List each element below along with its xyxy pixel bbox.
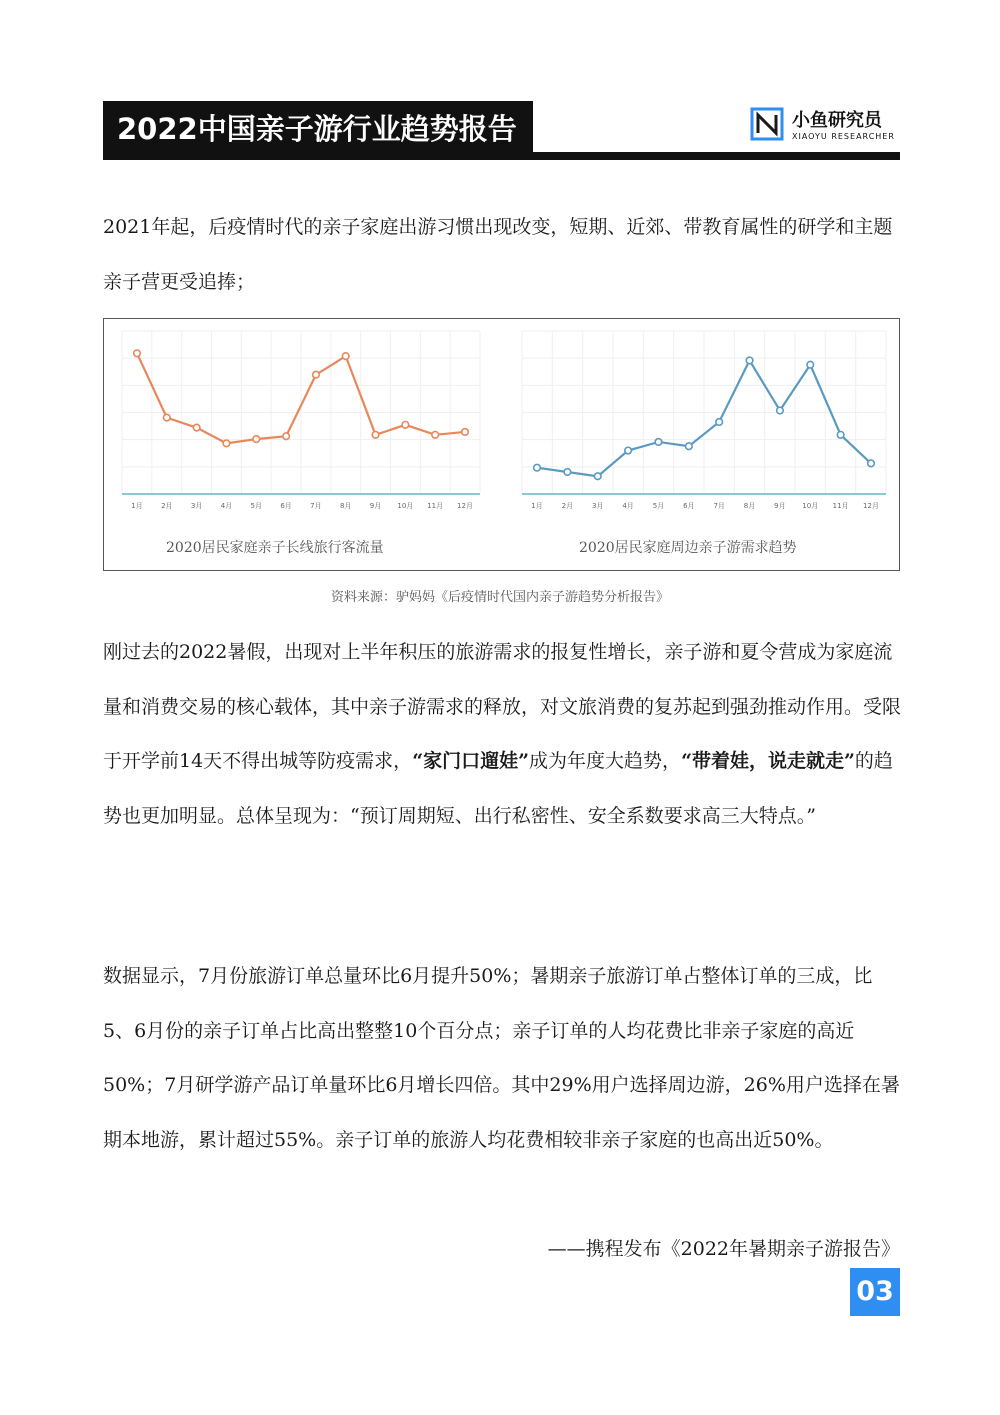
left-point-3	[193, 424, 200, 431]
left-tick-label: 9月	[369, 502, 382, 510]
highlight-go-with-kids: “带着娃，说走就走”	[681, 750, 855, 772]
right-tick-label: 10月	[802, 502, 819, 510]
page-number-badge: 03	[850, 1268, 900, 1316]
left-tick-label: 10月	[397, 502, 414, 510]
left-point-2	[164, 414, 171, 421]
left-tick-label: 4月	[220, 502, 233, 510]
left-tick-label: 6月	[280, 502, 292, 510]
left-tick-label: 2月	[161, 502, 173, 510]
left-point-10	[402, 422, 409, 429]
left-point-5	[253, 436, 260, 443]
left-point-6	[283, 433, 290, 440]
intro-paragraph: 2021年起，后疫情时代的亲子家庭出游习惯出现改变，短期、近郊、带教育属性的研学和主题亲子营更受追捧；	[103, 216, 893, 293]
right-point-7	[716, 419, 723, 426]
right-point-8	[746, 357, 753, 364]
right-point-9	[777, 407, 784, 414]
left-point-12	[462, 429, 469, 436]
right-tick-label: 6月	[683, 502, 695, 510]
right-tick-label: 11月	[832, 502, 849, 510]
left-tick-label: 1月	[131, 502, 143, 510]
right-point-12	[868, 460, 875, 467]
right-tick-label: 8月	[743, 502, 756, 510]
summer-text-1: 刚过去的2022暑假，出现对上半年积压的旅游需求的报复性增长，亲子游和夏令营成为家庭流量和消费交易的核心载体，其中亲子游需求的释放，对文旅消费的复苏起到强劲推动作用。受限于开学前14天不得出城等防疫需求，	[103, 641, 902, 772]
summer-text-2: 成为年度大趋势，	[529, 750, 682, 772]
right-point-2	[564, 469, 571, 476]
logo-mark-icon	[750, 107, 784, 141]
right-point-4	[625, 447, 632, 454]
source-note: 资料来源：驴妈妈《后疫情时代国内亲子游趋势分析报告》	[330, 590, 669, 605]
left-tick-label: 11月	[427, 502, 444, 510]
left-point-4	[223, 440, 230, 447]
right-tick-label: 4月	[622, 502, 634, 510]
right-point-11	[837, 432, 844, 439]
right-point-10	[807, 361, 814, 368]
right-tick-label: 5月	[652, 502, 665, 510]
brand-logo	[750, 105, 900, 147]
right-tick-label: 2月	[561, 502, 574, 510]
left-tick-label: 3月	[190, 502, 203, 510]
right-chart-title: 2020居民家庭周边亲子游需求趋势	[579, 540, 797, 556]
chart-panel	[103, 318, 900, 571]
citation: ——携程发布《2022年暑期亲子游报告》	[547, 1238, 900, 1260]
summer-paragraph	[103, 625, 903, 843]
right-point-1	[534, 464, 541, 471]
left-point-11	[432, 432, 439, 439]
left-tick-label: 5月	[250, 502, 263, 510]
left-point-9	[372, 432, 379, 439]
right-point-3	[594, 473, 601, 480]
highlight-doorstep: “家门口遛娃”	[412, 750, 530, 772]
left-tick-label: 12月	[457, 502, 473, 510]
left-point-1	[134, 350, 141, 357]
right-tick-label: 12月	[863, 502, 879, 510]
logo-name: 小鱼研究员	[792, 110, 882, 131]
summer-text-3: 的趋势也更加明显。总体呈现为：“预订周期短、出行私密性、安全系数要求高三大特点。”	[103, 750, 893, 827]
left-chart-title: 2020居民家庭亲子长线旅行客流量	[166, 540, 384, 556]
charts-canvas	[104, 319, 898, 569]
left-tick-label: 8月	[339, 502, 352, 510]
right-tick-label: 7月	[713, 502, 725, 510]
right-point-5	[655, 439, 662, 446]
data-paragraph: 数据显示，7月份旅游订单总量环比6月提升50%；暑期亲子旅游订单占整体订单的三成，比5、6月份的亲子订单占比高出整整10个百分点；亲子订单的人均花费比非亲子家庭的高近50%；7月研学游产品订单量环比6月增长四倍。其中29%用户选择周边游，26%用户选择在暑期本地游，累计超过55%。亲子订单的旅游人均花费相较非亲子家庭的也高出近50%。	[103, 965, 900, 1151]
left-point-8	[342, 353, 349, 360]
left-point-7	[313, 371, 320, 378]
report-title: 2022中国亲子游行业趋势报告	[103, 101, 533, 158]
right-tick-label: 9月	[774, 502, 786, 510]
logo-subtitle: XIAOYU RESEARCHER	[792, 132, 895, 141]
right-tick-label: 3月	[591, 502, 604, 510]
right-point-6	[686, 443, 693, 450]
header-rule	[103, 152, 900, 160]
left-tick-label: 7月	[310, 502, 322, 510]
right-tick-label: 1月	[531, 502, 543, 510]
